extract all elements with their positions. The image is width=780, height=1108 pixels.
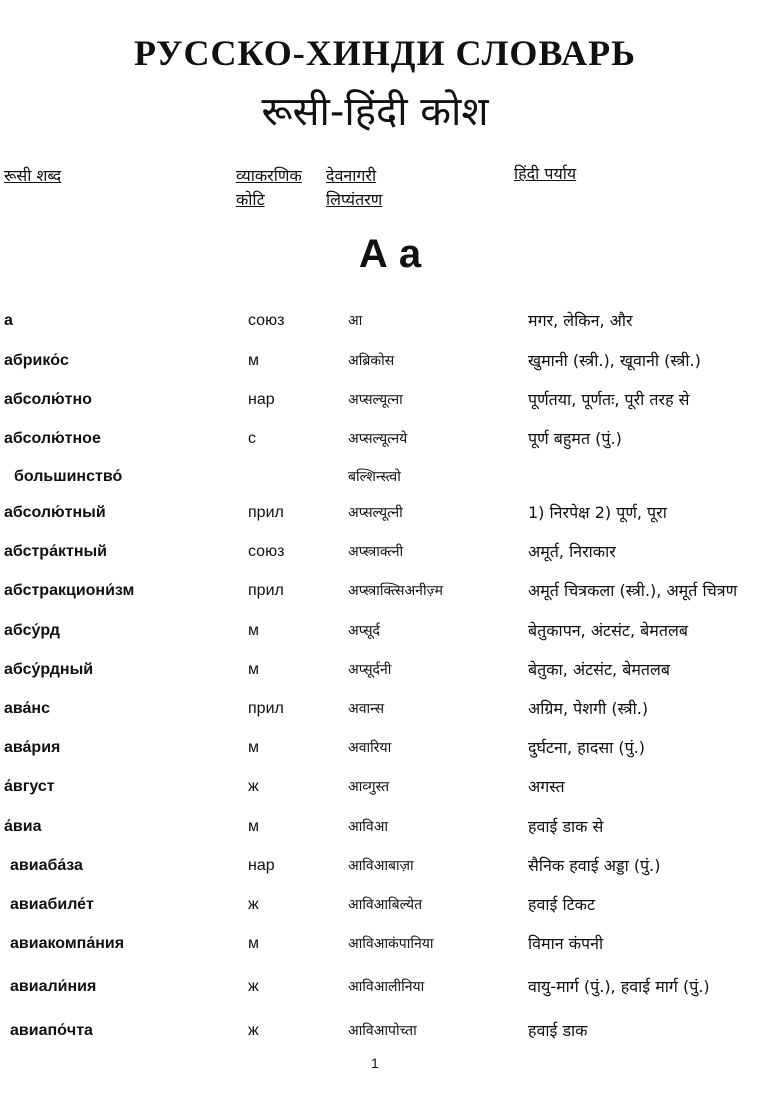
dictionary-entry-row	[0, 1020, 780, 1050]
header-grammar-category-line1: व्याकरणिक	[236, 166, 302, 185]
dictionary-entry-row	[0, 310, 780, 340]
entry-hindi-equivalent: हवाई डाक से	[528, 817, 604, 836]
entry-russian-word: абсу́рдный	[4, 661, 94, 678]
dictionary-entry-row	[0, 816, 780, 846]
entry-hindi-equivalent: बेतुका, अंटसंट, बेमतलब	[528, 660, 671, 679]
dictionary-entry-row	[0, 580, 780, 610]
entry-russian-word: авиакомпа́ния	[10, 935, 125, 952]
dictionary-entry-row	[0, 894, 780, 924]
entry-hindi-equivalent: हवाई डाक	[528, 1021, 588, 1040]
entry-devanagari-transliteration: आविआबिल्येत	[348, 897, 423, 913]
entry-grammar-category: с	[248, 430, 256, 447]
dictionary-entry-row	[0, 389, 780, 419]
entry-devanagari-transliteration: अप्स्त्राक्त्नी	[348, 544, 404, 560]
entry-grammar-category: ж	[248, 978, 259, 995]
entry-devanagari-transliteration: आविआ	[348, 819, 389, 835]
entry-grammar-category: м	[248, 739, 259, 756]
entry-grammar-category: союз	[248, 312, 285, 329]
entry-devanagari-transliteration: आ	[348, 313, 363, 329]
entry-grammar-category: нар	[248, 391, 275, 408]
entry-russian-word: абсолю́тное	[4, 430, 101, 447]
entry-grammar-category: прил	[248, 700, 284, 717]
entry-grammar-category: м	[248, 935, 259, 952]
entry-russian-word: абстра́ктный	[4, 543, 107, 560]
entry-devanagari-transliteration: आविआलीनिया	[348, 979, 425, 995]
dictionary-entry-row	[0, 776, 780, 806]
dictionary-title-hindi: रूसी-हिंदी कोश	[261, 89, 489, 135]
entry-russian-word: авиабиле́т	[10, 896, 94, 913]
entry-grammar-category: м	[248, 818, 259, 835]
dictionary-entry-row	[0, 698, 780, 728]
entry-russian-word: большинство́	[14, 468, 123, 485]
entry-grammar-category: ж	[248, 896, 259, 913]
dictionary-entry-row	[0, 620, 780, 650]
entry-russian-word: ава́нс	[4, 700, 50, 717]
entry-russian-word: авиапо́чта	[10, 1022, 93, 1039]
entry-russian-word: авиаба́за	[10, 857, 83, 874]
entry-grammar-category: нар	[248, 857, 275, 874]
entry-devanagari-transliteration: अप्स्त्राक्त्सिअनीज़्म	[348, 583, 443, 599]
entry-hindi-equivalent: पूर्ण बहुमत (पुं.)	[528, 429, 622, 448]
dictionary-entry-row	[0, 976, 780, 1006]
entry-russian-word: а́вгуст	[4, 778, 55, 795]
entry-devanagari-transliteration: अवान्स	[348, 701, 385, 717]
entry-devanagari-transliteration: आविआपोच्ता	[348, 1023, 417, 1039]
entry-russian-word: а́виа	[4, 818, 42, 835]
header-transliteration-line2: लिप्यंतरण	[326, 190, 383, 209]
entry-russian-word: авиали́ния	[10, 978, 97, 995]
header-russian-word: रूसी शब्द	[4, 166, 62, 185]
entry-grammar-category: ж	[248, 778, 259, 795]
entry-grammar-category: м	[248, 352, 259, 369]
dictionary-entry-row	[0, 502, 780, 532]
entry-russian-word: а	[4, 312, 13, 329]
entry-grammar-category: союз	[248, 543, 285, 560]
entry-devanagari-transliteration: अवारिया	[348, 740, 392, 756]
entry-hindi-equivalent: 1) निरपेक्ष 2) पूर्ण, पूरा	[528, 503, 667, 522]
entry-devanagari-transliteration: आविआबाज़ा	[348, 858, 414, 874]
entry-grammar-category: ж	[248, 1022, 259, 1039]
entry-devanagari-transliteration: अप्सल्यूत्ना	[348, 392, 403, 408]
entry-hindi-equivalent: वायु-मार्ग (पुं.), हवाई मार्ग (पुं.)	[528, 977, 710, 996]
entry-devanagari-transliteration: अप्सल्यूत्नी	[348, 505, 403, 521]
header-hindi-equivalent: हिंदी पर्याय	[514, 164, 577, 183]
entry-devanagari-transliteration: बल्शिन्स्त्वो	[348, 469, 401, 485]
dictionary-entry-row	[0, 466, 780, 496]
entry-russian-word: абсу́рд	[4, 622, 60, 639]
entry-hindi-equivalent: दुर्घटना, हादसा (पुं.)	[528, 738, 646, 757]
entry-russian-word: абрико́с	[4, 352, 69, 369]
entry-devanagari-transliteration: आविआकंपानिया	[348, 936, 434, 952]
entry-hindi-equivalent: हवाई टिकट	[528, 895, 596, 914]
entry-devanagari-transliteration: अप्सूर्द	[348, 623, 380, 639]
entry-grammar-category: прил	[248, 582, 284, 599]
dictionary-entry-row	[0, 659, 780, 689]
dictionary-entry-row	[0, 350, 780, 380]
dictionary-entry-row	[0, 855, 780, 885]
entry-hindi-equivalent: अमूर्त चित्रकला (स्त्री.), अमूर्त चित्रण	[528, 581, 738, 600]
entry-russian-word: ава́рия	[4, 739, 61, 756]
dictionary-entry-row	[0, 428, 780, 458]
page-number: 1	[371, 1055, 379, 1071]
entry-hindi-equivalent: अमूर्त, निराकार	[528, 542, 616, 561]
entry-grammar-category: м	[248, 661, 259, 678]
entry-hindi-equivalent: अगस्त	[528, 777, 565, 796]
entry-devanagari-transliteration: अब्रिकोस	[348, 353, 395, 369]
entry-hindi-equivalent: सैनिक हवाई अड्डा (पुं.)	[528, 856, 661, 875]
entry-russian-word: абсолю́тный	[4, 504, 106, 521]
dictionary-title-russian: РУССКО-ХИНДИ СЛОВАРЬ	[134, 33, 636, 73]
entry-grammar-category: прил	[248, 504, 284, 521]
dictionary-entry-row	[0, 737, 780, 767]
section-letter: А а	[358, 232, 422, 276]
entry-hindi-equivalent: पूर्णतया, पूर्णतः, पूरी तरह से	[528, 390, 690, 409]
entry-russian-word: абстракциони́зм	[4, 582, 135, 599]
entry-hindi-equivalent: मगर, लेकिन, और	[528, 311, 633, 330]
entry-devanagari-transliteration: आव्गुस्त	[348, 779, 390, 795]
entry-devanagari-transliteration: अप्सूर्दनी	[348, 662, 392, 678]
header-transliteration-line1: देवनागरी	[326, 166, 377, 185]
dictionary-entry-row	[0, 541, 780, 571]
entry-hindi-equivalent: अग्रिम, पेशगी (स्त्री.)	[528, 699, 649, 718]
entry-russian-word: абсолю́тно	[4, 391, 92, 408]
entry-hindi-equivalent: बेतुकापन, अंटसंट, बेमतलब	[528, 621, 688, 640]
entry-hindi-equivalent: खुमानी (स्त्री.), खूवानी (स्त्री.)	[528, 351, 701, 370]
entry-grammar-category: м	[248, 622, 259, 639]
dictionary-entry-row	[0, 933, 780, 963]
header-grammar-category-line2: कोटि	[236, 190, 265, 209]
entry-hindi-equivalent: विमान कंपनी	[528, 934, 604, 953]
entry-devanagari-transliteration: अप्सल्यूत्नये	[348, 431, 408, 447]
